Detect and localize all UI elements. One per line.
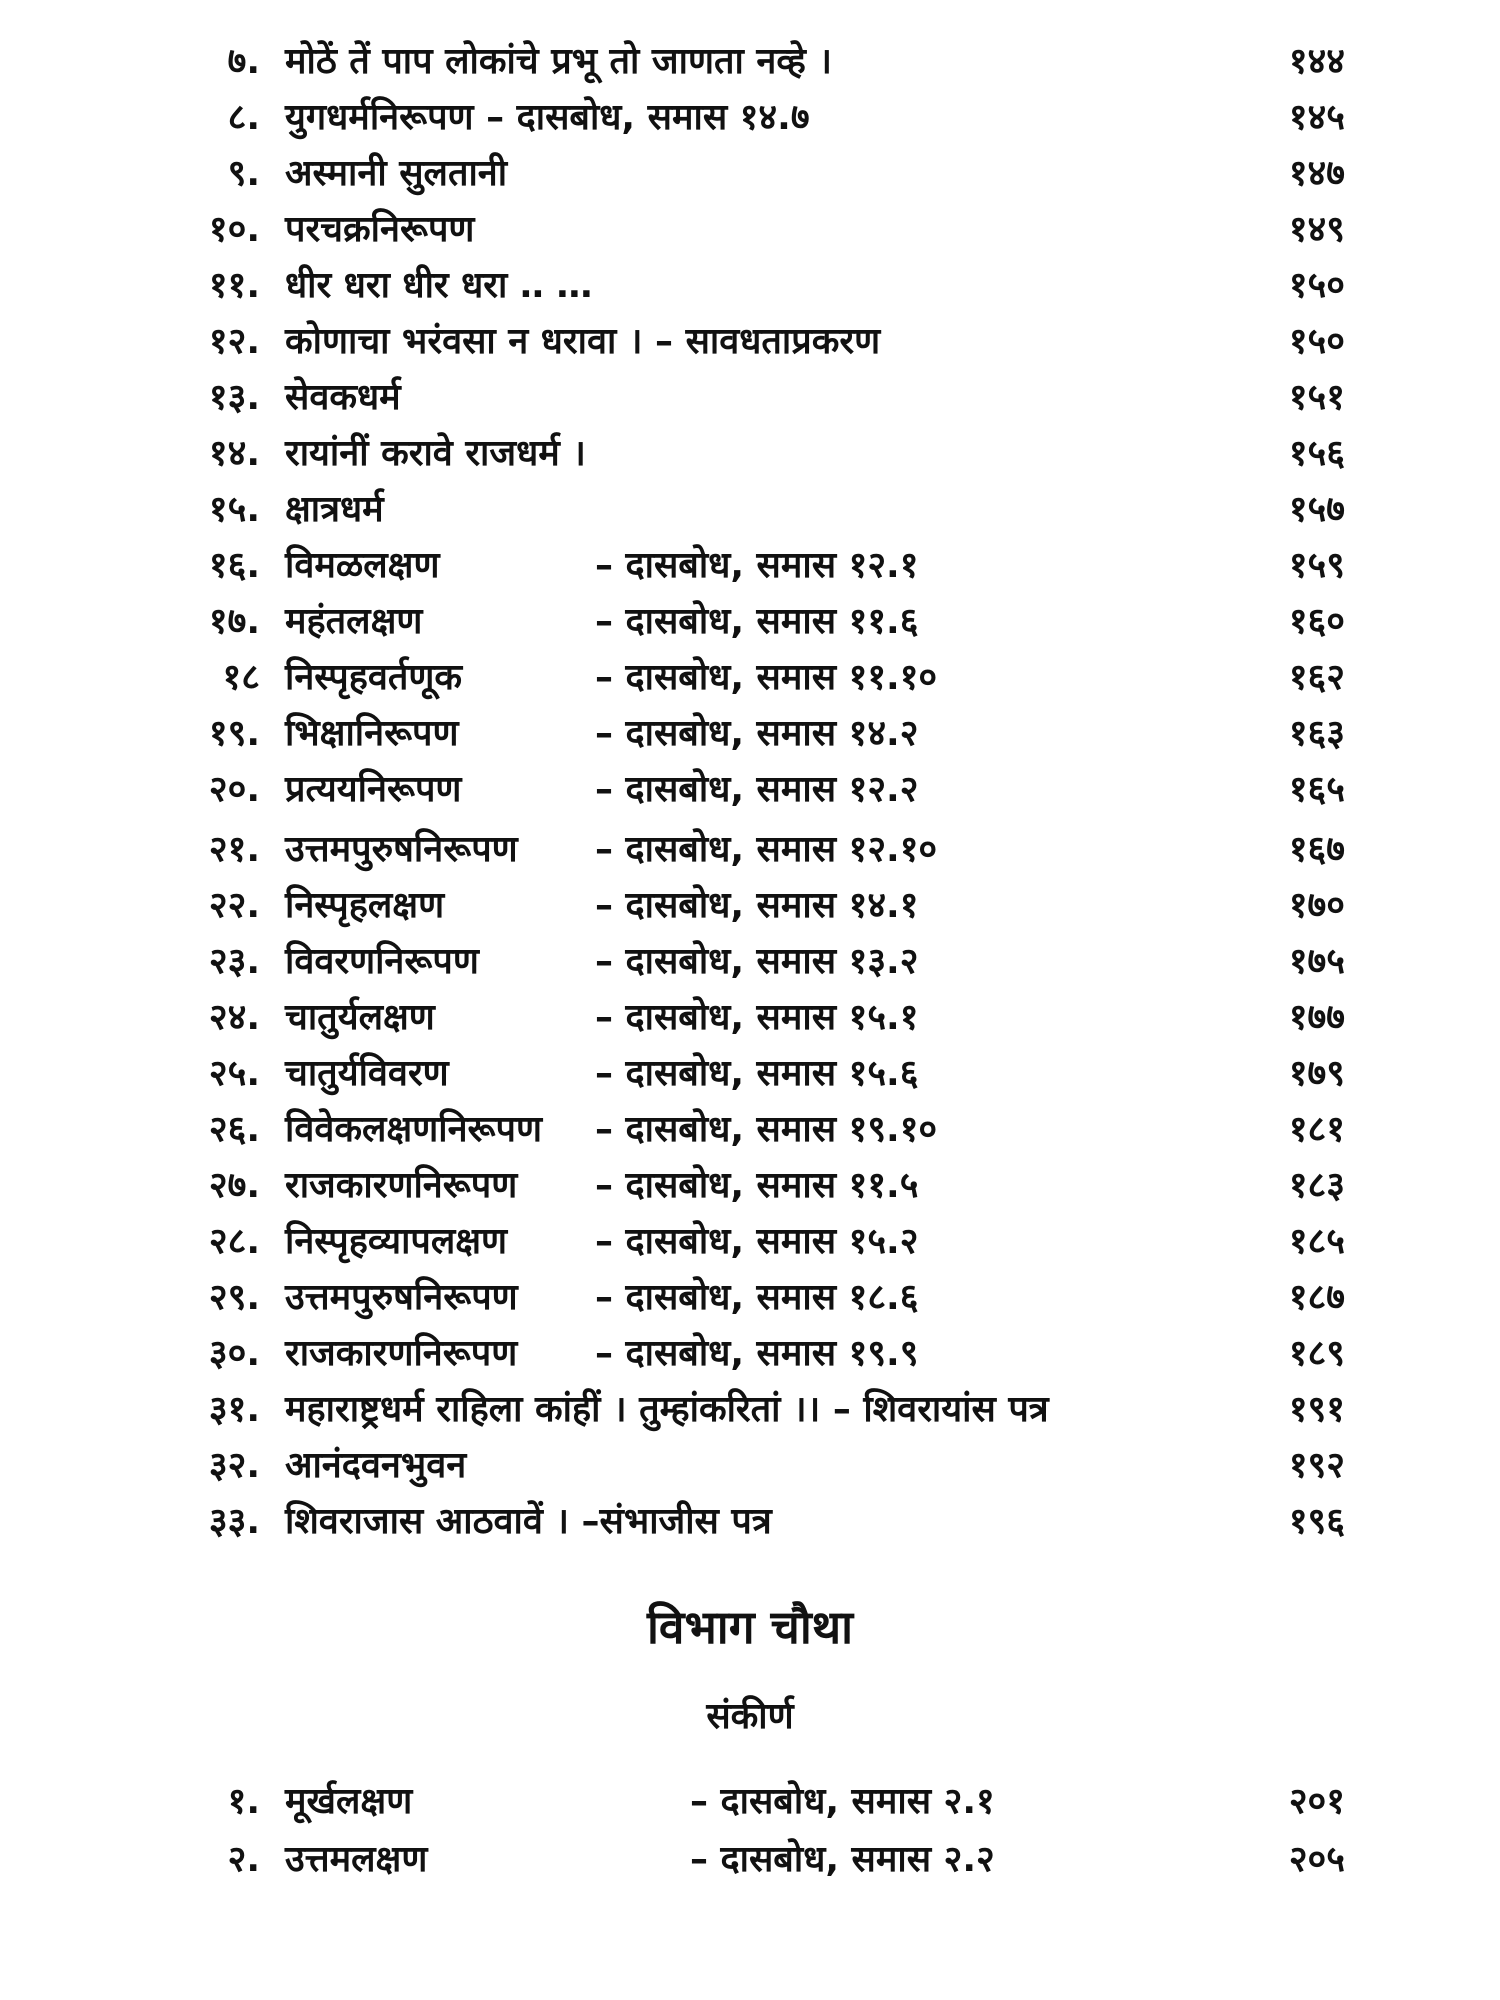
toc-number: ८.: [227, 97, 260, 138]
toc-number: २८.: [208, 1221, 260, 1262]
section-title: विभाग चौथा: [646, 1600, 854, 1654]
toc-row: [0, 1833, 1500, 1887]
toc-page-number: १५९: [1288, 545, 1345, 586]
toc-title: विमळलक्षण: [285, 545, 440, 586]
toc-source: – दासबोध, समास १९.९: [595, 1333, 919, 1374]
toc-title: उत्तमपुरुषनिरूपण: [285, 1277, 518, 1318]
toc-row: [0, 259, 1500, 313]
toc-title: भिक्षानिरूपण: [285, 713, 459, 754]
toc-page-number: २०१: [1288, 1781, 1345, 1822]
toc-page-number: १६२: [1288, 657, 1345, 698]
toc-source: – दासबोध, समास १३.२: [595, 941, 919, 982]
toc-page-number: १६५: [1288, 769, 1345, 810]
toc-title: कोणाचा भरंवसा न धरावा । – सावधताप्रकरण: [285, 321, 881, 362]
toc-row: [0, 879, 1500, 933]
toc-number: १८: [222, 657, 260, 698]
toc-source: – दासबोध, समास १९.१०: [595, 1109, 938, 1150]
toc-source: – दासबोध, समास १५.१: [595, 997, 919, 1038]
toc-title: आनंदवनभुवन: [285, 1445, 467, 1486]
toc-number: २०.: [208, 769, 260, 810]
toc-title: निस्पृहवर्तणूक: [285, 657, 463, 698]
toc-title: निस्पृहलक्षण: [285, 885, 445, 926]
toc-title: मूर्खलक्षण: [285, 1781, 413, 1822]
toc-title: विवेकलक्षणनिरूपण: [285, 1109, 543, 1150]
toc-row: [0, 763, 1500, 817]
toc-title: महंतलक्षण: [285, 601, 423, 642]
toc-source: – दासबोध, समास १५.२: [595, 1221, 919, 1262]
toc-number: ९.: [227, 153, 260, 194]
toc-number: २१.: [208, 829, 260, 870]
toc-title: चातुर्यविवरण: [285, 1053, 449, 1094]
toc-page-number: १८५: [1288, 1221, 1345, 1262]
toc-title: क्षात्रधर्म: [285, 489, 384, 530]
toc-page-number: १८९: [1288, 1333, 1345, 1374]
toc-title: धीर धरा धीर धरा ‥ …: [285, 265, 593, 306]
toc-page-number: १५६: [1288, 433, 1345, 474]
toc-title: परचक्रनिरूपण: [285, 209, 475, 250]
toc-source: – दासबोध, समास १२.२: [595, 769, 919, 810]
toc-number: ११.: [208, 265, 260, 306]
toc-number: १२.: [208, 321, 260, 362]
toc-number: २७.: [208, 1165, 260, 1206]
toc-number: ३०.: [208, 1333, 260, 1374]
toc-source: – दासबोध, समास २.२: [690, 1839, 995, 1880]
toc-title: चातुर्यलक्षण: [285, 997, 435, 1038]
toc-title: उत्तमलक्षण: [285, 1839, 428, 1880]
toc-title: मोठें तें पाप लोकांचे प्रभू तो जाणता नव्हे ।: [285, 41, 833, 82]
toc-page-number: १७०: [1288, 885, 1345, 926]
toc-page-number: १४९: [1288, 209, 1345, 250]
toc-row: [0, 1495, 1500, 1549]
toc-title: निस्पृहव्यापलक्षण: [285, 1221, 508, 1262]
toc-page-number: १७५: [1288, 941, 1345, 982]
toc-page-number: १७७: [1288, 997, 1345, 1038]
toc-page-number: १९२: [1288, 1445, 1345, 1486]
toc-title: राजकारणनिरूपण: [285, 1165, 518, 1206]
toc-row: [0, 1383, 1500, 1437]
toc-row: [0, 1775, 1500, 1829]
toc-page-number: १७९: [1288, 1053, 1345, 1094]
toc-row: [0, 147, 1500, 201]
toc-title: राजकारणनिरूपण: [285, 1333, 518, 1374]
toc-row: [0, 595, 1500, 649]
toc-page-number: १८१: [1288, 1109, 1345, 1150]
toc-source: – दासबोध, समास २.१: [690, 1781, 995, 1822]
toc-row: [0, 91, 1500, 145]
toc-row: [0, 707, 1500, 761]
toc-page-number: १४५: [1288, 97, 1345, 138]
toc-page-number: १५७: [1288, 489, 1345, 530]
toc-page-number: १५१: [1288, 377, 1345, 418]
toc-title: प्रत्ययनिरूपण: [285, 769, 462, 810]
toc-number: ७.: [227, 41, 260, 82]
toc-source: – दासबोध, समास १२.१०: [595, 829, 938, 870]
toc-row: [0, 1215, 1500, 1269]
section-subtitle: संकीर्ण: [706, 1696, 794, 1737]
toc-row: [0, 1103, 1500, 1157]
toc-title: विवरणनिरूपण: [285, 941, 479, 982]
toc-source: – दासबोध, समास १५.६: [595, 1053, 919, 1094]
toc-title: सेवकधर्म: [285, 377, 401, 418]
toc-row: [0, 315, 1500, 369]
toc-title: शिवराजास आठवावें । –संभाजीस पत्र: [285, 1501, 772, 1542]
toc-number: २९.: [208, 1277, 260, 1318]
toc-number: २४.: [208, 997, 260, 1038]
toc-source: – दासबोध, समास १८.६: [595, 1277, 919, 1318]
toc-page-number: १५०: [1288, 265, 1345, 306]
toc-row: [0, 1047, 1500, 1101]
toc-page-number: २०५: [1288, 1839, 1345, 1880]
toc-number: १९.: [208, 713, 260, 754]
toc-row: [0, 427, 1500, 481]
toc-row: [0, 935, 1500, 989]
toc-number: १४.: [208, 433, 260, 474]
toc-number: १७.: [208, 601, 260, 642]
toc-source: – दासबोध, समास १४.१: [595, 885, 919, 926]
toc-page-number: १८७: [1288, 1277, 1345, 1318]
toc-row: [0, 539, 1500, 593]
toc-number: २.: [227, 1839, 260, 1880]
toc-number: २५.: [208, 1053, 260, 1094]
toc-row: [0, 483, 1500, 537]
toc-title: महाराष्ट्रधर्म राहिला कांहीं । तुम्हांकरितां ।। – शिवरायांस पत्र: [285, 1389, 1049, 1430]
toc-page-number: १४४: [1288, 41, 1345, 82]
toc-title: युगधर्मनिरूपण – दासबोध, समास १४.७: [285, 97, 810, 138]
toc-number: ३२.: [208, 1445, 260, 1486]
toc-page-number: १४७: [1288, 153, 1345, 194]
toc-row: [0, 35, 1500, 89]
toc-title: रायांनीं करावे राजधर्म ।: [285, 433, 586, 474]
toc-row: [0, 1439, 1500, 1493]
toc-row: [0, 203, 1500, 257]
toc-page-number: १८३: [1288, 1165, 1345, 1206]
toc-title: अस्मानी सुलतानी: [285, 153, 508, 194]
toc-page-number: १५०: [1288, 321, 1345, 362]
toc-page-number: १९६: [1288, 1501, 1345, 1542]
toc-source: – दासबोध, समास १२.१: [595, 545, 919, 586]
toc-page-number: १६०: [1288, 601, 1345, 642]
toc-title: उत्तमपुरुषनिरूपण: [285, 829, 518, 870]
toc-row: [0, 1327, 1500, 1381]
toc-number: ३३.: [208, 1501, 260, 1542]
toc-source: – दासबोध, समास १४.२: [595, 713, 919, 754]
toc-number: १३.: [208, 377, 260, 418]
toc-number: १०.: [208, 209, 260, 250]
toc-number: २३.: [208, 941, 260, 982]
toc-row: [0, 1271, 1500, 1325]
toc-number: १६.: [208, 545, 260, 586]
toc-source: – दासबोध, समास ११.१०: [595, 657, 938, 698]
toc-row: [0, 991, 1500, 1045]
toc-number: ३१.: [208, 1389, 260, 1430]
toc-row: [0, 823, 1500, 877]
toc-row: [0, 1159, 1500, 1213]
toc-page-number: १९१: [1288, 1389, 1345, 1430]
toc-row: [0, 371, 1500, 425]
toc-page-number: १६७: [1288, 829, 1345, 870]
toc-source: – दासबोध, समास ११.५: [595, 1165, 919, 1206]
toc-row: [0, 651, 1500, 705]
toc-page-number: १६३: [1288, 713, 1345, 754]
toc-number: १.: [227, 1781, 260, 1822]
toc-source: – दासबोध, समास ११.६: [595, 601, 919, 642]
toc-number: २२.: [208, 885, 260, 926]
toc-number: २६.: [208, 1109, 260, 1150]
toc-number: १५.: [208, 489, 260, 530]
